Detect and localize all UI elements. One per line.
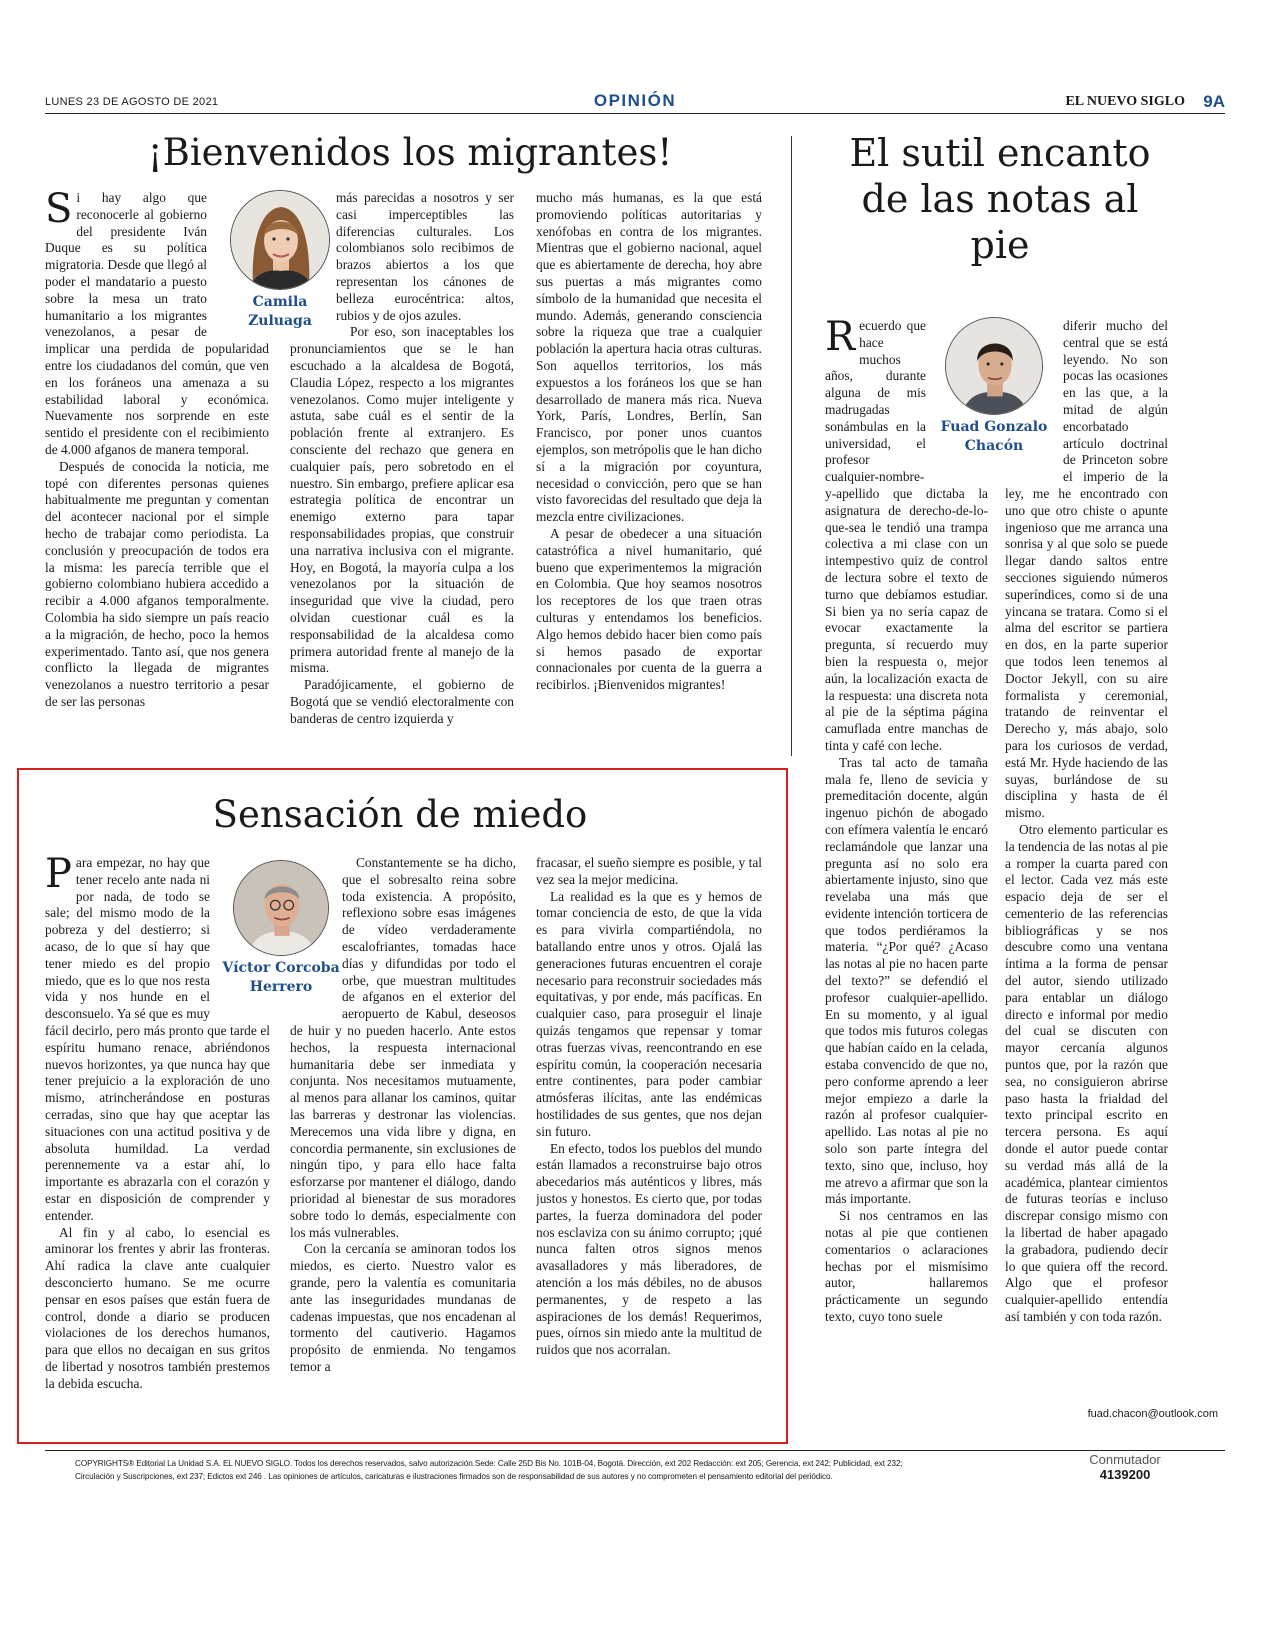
article-migrantes-col3 <box>536 190 762 750</box>
author-photo-space <box>290 855 342 1010</box>
article-miedo-col3 <box>536 855 762 1430</box>
author-photo-space <box>290 190 336 335</box>
paragraph: Por eso, son inaceptables los pronunciamientos que se le han escuchado a la alcaldesa de Bogotá, Claudia López, respecto a los migrantes venezolanos. Como mujer inteligente y astuta, sabe cuál es el sentir de la población frente al extranjero. Es consciente del rechazo que genera en cualquier país, pero sobretodo en el nuestro. Sin embargo, prefiere aplicar esa estrategia política de encontrar un enemigo externo para tapar responsabilidades propias, que construir una narrativa inclusiva con el migrante. Hoy, en Bogotá, la mayoría culpa a los venezolanos por la situación de inseguridad que vive la ciudad, pero olvidan cuestionar cuál es la responsabilidad de la alcaldesa como primera autoridad frente al manejo de la misma. <box>290 324 514 676</box>
paragraph: diferir mucho del central que se está leyendo. No son pocas las ocasiones en las que, a la mitad de algún encorbatado artículo doctrinal de Princeton sobre el imperio de la ley, me he encontrado con uno que otro chiste o apunte ingenioso que me arranca una sonrisa y al que solo se puede llegar dando saltos entre secciones siguiendo números superíndices, como si de una yincana se tratara. Como si el alma del escritor se partiera en dos, en la parte superior que todos leen tenemos al Doctor Jekyll, con su aire formalista y ceremonial, tratando de reinventar el Derecho y, más abajo, solo para los curiosos de verdad, está Mr. Hyde haciendo de las suyas, burlándose de su disciplina y hasta de él mismo. <box>1005 318 1168 821</box>
paragraph: Después de conocida la noticia, me topé con diferentes personas quienes habitualmente me preguntan y comentan del acontecer nacional por el simple hecho de trabajar como periodista. La conclusión y preocupación de todos era la misma: les parecía terrible que el gobierno colombiano hubiera accedido a recibir a 4.000 afganos temporalmente. Colombia ha sido siempre un país reacio a la migración, de hecho, poco la hemos experimentado. Tanto así, que nos genera conflicto la llegada de migrantes venezolanos a nuestro territorio a pesar de ser las personas <box>45 458 269 709</box>
paragraph: En efecto, todos los pueblos del mundo están llamados a reconstruirse bajo otros abecedarios más auténticos y libres, más justos y honestos. Es cierto que, por todas partes, la fuerza dominadora del poder nos esclaviza con su ánimo corrupto; ¡qué nunca falten otros signos menos avasalladores y más liberadores, de atención a los más débiles, no de abusos permanentes, y de respeto a las aspiraciones de los demás! Requerimos, pues, oírnos sin miedo ante la multitud de ruidos que nos acorralan. <box>536 1140 762 1358</box>
paragraph: mucho más humanas, es la que está promoviendo políticas autoritarias y xenófobas en contra de los migrantes. Mientras que el gobierno nacional, aquel que es abiertamente de derecha, hoy abre sus puertas a más migrantes como símbolo de la humanidad que necesita el mundo. Además, generando consciencia sobre la riqueza que trae a cualquier población la apertura hacia otras culturas. Son aquellos territorios, los más expuestos a los foráneos los que se han desarrollado de manera más rica. Nueva York, París, Londres, Berlín, San Francisco, por poner unos cuantos ejemplos, son metrópolis que le han dicho sí a la migración por coyuntura, necesidad o convicción, pero que se han visto favorecidas del resultado que deja la mezcla entre civilizaciones. <box>536 190 762 525</box>
paragraph: más parecidas a nosotros y ser casi imperceptibles las diferencias culturales. Los colombianos solo recibimos de brazos abiertos a los que representan los cánones de belleza eurocéntrica: altos, rubios y de ojos azules. <box>336 190 514 323</box>
copyright-notice: COPYRIGHTS® Editorial La Unidad S.A. EL NUEVO SIGLO. Todos los derechos reservados, salvo autorización.Sede: Calle 25D Bis No. 101B-04, Bogotá. Dirección, ext 202 Redacción: ext 205; Gerencia, ext 242; Publicidad, ext 232; Circulación y Suscripciones, ext 237; Edictos ext 246 . Las opiniones de artículos, caricaturas e ilustraciones firmados son de responsabilidad de sus autores y no comprometen el pensamiento editorial del periódico. <box>75 1459 903 1481</box>
newspaper-brand: EL NUEVO SIGLO <box>1065 94 1185 109</box>
author-photo-space <box>1005 318 1063 473</box>
dropcap: S <box>45 190 73 232</box>
switchboard: Conmutador 4139200 <box>1089 1452 1161 1482</box>
article-miedo-title: Sensación de miedo <box>212 793 588 836</box>
page-header <box>45 88 1225 114</box>
paragraph: Constantemente se ha dicho, que el sobresalto reina sobre toda existencia. A propósito, reflexiono sobre esas imágenes de vídeo verdaderamente escalofriantes, tomadas hace días y difundidas por todo el orbe, que muestran multitudes de afganos en el exterior del aeropuerto de Kabul, deseosos de huir y no pueden hacerlo. Ante estos hechos, la respuesta internacional humanitaria debe ser inmediata y conjunta. Nos necesitamos mutuamente, al menos para allanar los caminos, quitar las barreras y destronar las violencias. Merecemos una vida libre y digna, en concordia permanente, sin exclusiones de ningún tipo, y para ello hace falta esforzarse por mantener el diálogo, dando prioridad al bienestar de sus moradores sobre todo lo demás, especialmente con los más vulnerables. <box>290 855 516 1240</box>
paragraph: A pesar de obedecer a una situación catastrófica a nivel humanitario, qué bueno que experimentemos la migración en Colombia. Que hoy seamos nosotros los receptores de los que traen otras culturas y entendamos los beneficios. Algo hemos debido hacer bien como país si hemos pasado de exportar connacionales por cuenta de la guerra a recibirlos. ¡Bienvenidos migrantes! <box>536 525 762 693</box>
article-miedo-col2 <box>290 855 516 1430</box>
section-title: OPINIÓN <box>593 91 677 110</box>
paragraph: Para empezar, no hay que tener recelo ante nada ni por nada, de todo se sale; del mismo modo de la pobreza y del destierro; si acaso, de lo que sí hay que tener miedo es del propio miedo, que es lo que nos resta vida y nos hunde en el desconsuelo. Ya sé que es muy fácil decirlo, pero más pronto que tarde el espíritu humano renace, abriéndonos nuevos horizontes, ya que nunca hay que tener prejuicio a la exploración de uno mismo, atrincherándose en posturas cerradas, sino que hay que aceptar las situaciones con una actitud positiva y de absoluta humildad. La verdad perennemente va a estar ahí, lo importante es abrazarla con el corazón y estar en disposición de comprender y entender. <box>45 855 270 1223</box>
paragraph: fracasar, el sueño siempre es posible, y tal vez sea la mejor medicina. <box>536 855 762 887</box>
dropcap: P <box>45 855 72 897</box>
article-migrantes-title: ¡Bienvenidos los migrantes! <box>147 131 673 174</box>
issue-date: LUNES 23 DE AGOSTO DE 2021 <box>45 96 219 108</box>
article-notas-title: El sutil encanto de las notas al pie <box>849 131 1151 267</box>
paragraph: Con la cercanía se aminoran todos los miedos, es cierto. Nuestro valor es grande, pero la valentía es comunitaria ante las inseguridades mundanas de cadenas impuestas, que nos encadenan al tormento del cautiverio. Hagamos propósito de enmienda. No tengamos temor a <box>290 1241 516 1374</box>
page-footer <box>45 1450 1225 1490</box>
author-name: Fuad Gonzalo Chacón <box>940 419 1048 454</box>
author-photo-space <box>926 318 988 473</box>
paragraph: Paradójicamente, el gobierno de Bogotá que se vendió electoralmente con banderas de centro izquierda y <box>290 677 514 726</box>
paragraph: Si nos centramos en las notas al pie que contienen comentarios o aclaraciones hechas por el mismísimo autor, hallaremos prácticamente un segundo texto, cuyo tono suele <box>825 1208 988 1325</box>
author-name: Camila Zuluaga <box>248 294 312 329</box>
author-name: Víctor Corcoba Herrero <box>222 960 340 995</box>
paragraph: Tras tal acto de tamaña mala fe, lleno de sevicia y premeditación docente, algún ingenuo pichón de abogado con efímera valentía le encaró reclamándole que lanzar una pregunta así no solo era abiertamente injusto, sino que revelaba una más que evidente intención torticera de que todos perdiéramos la materia. “¿Por qué? ¿Acaso las notas al pie no hacen parte del texto?” se defendió el profesor cualquier-apellido. En su momento, y al igual que todos mis futuros colegas que habían caído en la celada, estaba convencido de que no, pero conforme aprendo a leer mejor empiezo a darle la razón al profesor cualquier-apellido. Las notas al pie no solo son parte íntegra del texto, sino que, incluso, hoy me atrevo a afirmar que son la más importante. <box>825 754 988 1207</box>
paragraph: Si hay algo que reconocerle al gobierno del presidente Iván Duque es su política migratoria. Desde que llegó al poder el mandatario a puesto sobre la mesa un trato humanitario a los migrantes venezolanos, a pesar de implicar una perdida de popularidad entre los ciudadanos del común, que ven en los foráneos una amenaza a su estabilidad laboral y económica. Nuevamente nos sorprende en este sentido el presidente con el recibimiento de 4.000 afganos de manera temporal. <box>45 190 269 457</box>
article-notas-col1 <box>825 318 988 1418</box>
paragraph: Al fin y al cabo, lo esencial es aminorar los frentes y abrir las fronteras. Ahí radica la clave ante cualquier desconcierto humano. Se me ocurre pensar en esos países que están fuera de control, donde a diario se producen violaciones de los derechos humanos, para que ellos no decaigan en sus gritos de libertad y nosotros también prestemos la debida escucha. <box>45 1224 270 1391</box>
page-number: 9A <box>1203 92 1225 111</box>
author-email: fuad.chacon@outlook.com <box>1087 1408 1218 1420</box>
article-notas-col2 <box>1005 318 1168 1408</box>
dropcap: R <box>825 318 856 360</box>
paragraph: La realidad es la que es y hemos de tomar conciencia de esto, de que la vida es para vivirla compartiéndola, no batallando entre unos y otros. Ojalá las generaciones futuras encuentren el coraje necesario para reconstruir sociedades más equitativas, y por ende, más pacíficas. En cualquier caso, para proseguir el linaje quizás tengamos que repensar y tomar otras fuerzas vivas, reencontrando en ese espíritu común, la cooperación necesaria entre continentes, para poder cambiar atmósferas ilícitas, ante las endémicas hostilidades de sus gentes, que nos dejan sin futuro. <box>536 888 762 1139</box>
column-divider <box>791 136 792 756</box>
article-migrantes-col2 <box>290 190 514 750</box>
paragraph: Otro elemento particular es la tendencia de las notas al pie a romper la cuarta pared con el lector. Cada vez más este espacio deja de ser el cementerio de las referencias bibliográficas y se nos descubre como una ventana íntima a la forma de pensar del autor, siendo utilizado para entablar un diálogo directo e informal por medio del cual se discuten con mayor cercanía algunos puntos que, por la razón que sea, no consiguieron abrirse paso hasta la frialdad del texto principal escrito en tercera persona. Es aquí donde el autor puede contar su verdad más allá de la académica, plantear cimientos de futuras teorías e incluso discrepar consigo mismo con la libertad de haber apagado la grabadora, pudiendo decir lo que quiera off the record. Algo que el profesor cualquier-apellido entendía así también y con toda razón. <box>1005 821 1168 1325</box>
paragraph: Recuerdo que hace muchos años, durante alguna de mis madrugadas sonámbulas en la universidad, el profesor cualquier-nombre-y-apellido que dictaba la asignatura de derecho-de-lo-que-sea le tendió una trampa colectiva a mi clase con un intempestivo quiz de control de lectura sobre el texto de turno que debíamos estudiar. Si bien ya no sería capaz de evocar exactamente la pregunta, sí recuerdo muy bien la respuesta o, mejor aún, la localización exacta de la respuesta: una discreta nota al pie de la séptima página camuflada entre manchas de tinta y café con leche. <box>825 318 988 753</box>
